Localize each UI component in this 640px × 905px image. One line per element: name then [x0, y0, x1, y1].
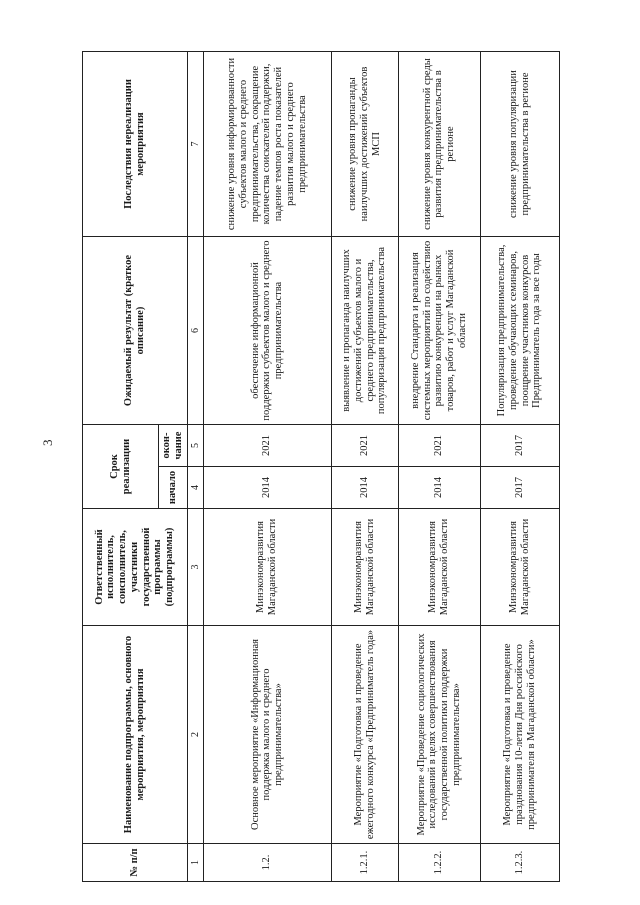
row-result: выявление и пропаганда наилучших достижений субъектов малого и среднего предпринимательства, популяризация предпринимательства: [331, 237, 398, 425]
column-number: 2: [187, 626, 203, 844]
row-executor: Минэкономразвития Магаданской области: [331, 509, 398, 626]
row-num: 1.2.2.: [398, 844, 480, 882]
header-end: окон-чание: [159, 425, 188, 467]
column-number: 7: [187, 52, 203, 237]
row-end: 2021: [203, 425, 331, 467]
row-result: Популяризация предпринимательства, проведение обучающих семинаров, поощрение участников конкурсов Предприниматель года за все годы: [480, 237, 559, 425]
row-num: 1.2.1.: [331, 844, 398, 882]
column-number: 4: [187, 467, 203, 509]
row-start: 2014: [331, 467, 398, 509]
row-consequence: снижение уровня популяризации предпринимательства в регионе: [480, 52, 559, 237]
row-executor: Минэкономразвития Магаданской области: [480, 509, 559, 626]
header-num: № п/п: [83, 844, 188, 882]
column-number: 1: [187, 844, 203, 882]
row-name: Мероприятие «Проведение социологических исследований в целях совершенствования государственной политики поддержки предпринимательства»: [398, 626, 480, 844]
program-activities-table: [82, 51, 560, 882]
column-number: 5: [187, 425, 203, 467]
row-end: 2021: [398, 425, 480, 467]
rotated-table-wrapper: [82, 52, 556, 882]
table-row: [203, 52, 331, 882]
row-end: 2017: [480, 425, 559, 467]
header-consequence: Последствия нереализации мероприятия: [83, 52, 188, 237]
row-name: Мероприятие «Подготовка и проведение празднования 10-летия Дня российского предпринимателя в Магаданской области»: [480, 626, 559, 844]
page-number: 3: [40, 439, 55, 446]
row-start: 2014: [203, 467, 331, 509]
row-name: Мероприятие «Подготовка и проведение ежегодного конкурса «Предприниматель года»: [331, 626, 398, 844]
row-executor: Минэкономразвития Магаданской области: [398, 509, 480, 626]
header-executor: Ответственный исполнитель, соисполнитель, участники государственной программы (подпрограммы): [83, 509, 188, 626]
row-num: 1.2.: [203, 844, 331, 882]
row-result: внедрение Стандарта и реализация системных мероприятий по содействию развитию конкуренции на рынках товаров, работ и услуг Магаданской области: [398, 237, 480, 425]
column-number: 3: [187, 509, 203, 626]
column-number-row: [187, 52, 203, 882]
row-end: 2021: [331, 425, 398, 467]
row-consequence: снижение уровня пропаганды наилучших достижений субъектов МСП: [331, 52, 398, 237]
table-row: [331, 52, 398, 882]
table-row: [398, 52, 480, 882]
row-result: обеспечение информационной поддержки субъектов малого и среднего предпринимательства: [203, 237, 331, 425]
table-row: [480, 52, 559, 882]
row-start: 2014: [398, 467, 480, 509]
row-name: Основное мероприятие «Информационная поддержка малого и среднего предпринимательства»: [203, 626, 331, 844]
row-executor: Минэкономразвития Магаданской области: [203, 509, 331, 626]
column-number: 6: [187, 237, 203, 425]
row-num: 1.2.3.: [480, 844, 559, 882]
header-name: Наименование подпрограммы, основного мероприятия, мероприятия: [83, 626, 188, 844]
row-consequence: снижение уровня конкурентной среды развития предпринимательства в регионе: [398, 52, 480, 237]
header-result: Ожидаемый результат (краткое описание): [83, 237, 188, 425]
row-start: 2017: [480, 467, 559, 509]
header-start: начало: [159, 467, 188, 509]
header-row: [83, 52, 159, 882]
row-consequence: снижение уровня информированности субъектов малого и среднего предпринимательства, сокращение количества соискателей поддержки, падение темпов роста показателей развития малого и среднего предпринимательства: [203, 52, 331, 237]
header-term: Срок реализации: [83, 425, 159, 509]
